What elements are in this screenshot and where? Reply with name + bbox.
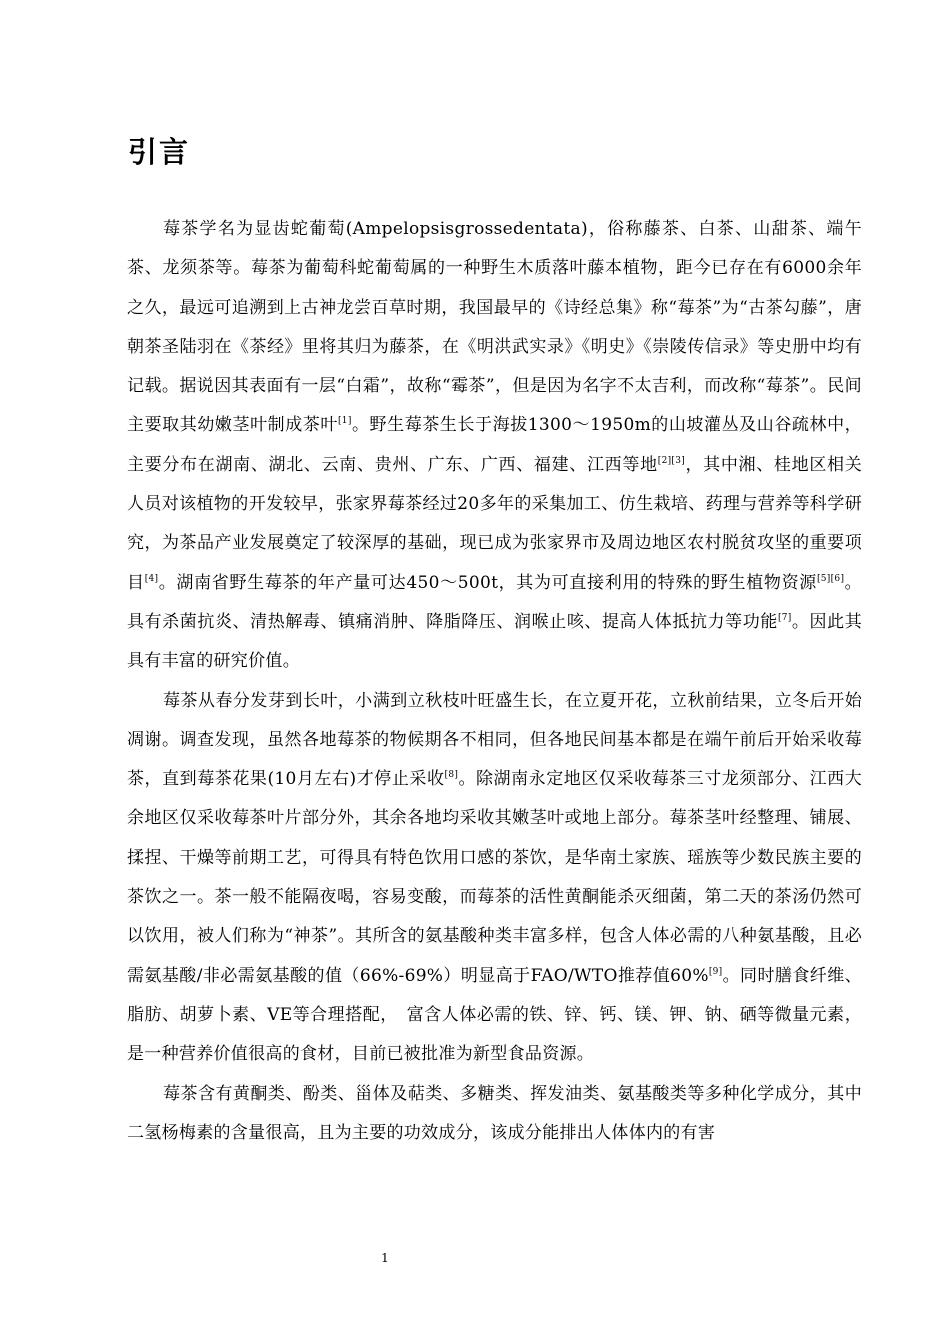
paragraph — [127, 682, 862, 1075]
paragraph — [127, 1075, 862, 1154]
paragraph — [127, 210, 862, 682]
paragraph-text: 。湖南省野生莓茶的年产量可达450～500t，其为可直接利用的特殊的野生植物资源 — [158, 572, 817, 593]
citation-ref: [8] — [444, 770, 459, 781]
paragraph-text: 莓茶从春分发芽到长叶，小满到立秋枝叶旺盛生长，在立夏开花，立秋前结果，立冬后开始凋谢。调查发现，虽然各地莓茶的物候期各不相同，但各地民间基本都是在端午前后开始采收莓茶，直到莓茶花果(10月左右)才停止采收 — [127, 690, 862, 790]
page-title: 引言 — [128, 135, 191, 169]
paragraph-text: 。野生莓茶生长于海拔1300～1950m的山坡灌丛及山谷疏林中，主要分布在湖南、湖北、云南、贵州、广东、广西、福建、江西等地 — [127, 415, 862, 475]
paragraph-text: ，其中湘、桂地区相关人员对该植物的开发较早，张家界莓茶经过20多年的采集加工、仿生栽培、药理与营养等科学研究，为茶品产业发展奠定了较深厚的基础，现已成为张家界市及周边地区农村脱贫攻坚的重要项目 — [127, 454, 862, 593]
paragraph-text: 。同时膳食纤维、脂肪、胡萝卜素、VE等合理搭配， 富含人体必需的铁、锌、钙、镁、钾、钠、硒等微量元素，是一种营养价值很高的食材，目前已被批准为新型食品资源。 — [127, 965, 862, 1065]
paragraph-text: 莓茶学名为显齿蛇葡萄(Ampelopsisgrossedentata)，俗称藤茶、白茶、山甜茶、端午茶、龙须茶等。莓茶为葡萄科蛇葡萄属的一种野生木质落叶藤本植物，距今已存在有6000余年之久，最远可追溯到上古神龙尝百草时期，我国最早的《诗经总集》称“莓茶”为“古茶勾藤”，唐朝茶圣陆羽在《茶经》里将其归为藤茶，在《明洪武实录》《明史》《崇陵传信录》等史册中均有记载。据说因其表面有一层“白霜”，故称“霉茶”，但是因为名字不太吉利，而改称“莓茶”。民间主要取其幼嫩茎叶制成茶叶 — [127, 219, 862, 436]
citation-ref: [4] — [144, 573, 159, 584]
paragraph-text: 。因此其具有丰富的研究价值。 — [127, 611, 862, 672]
page-number: 1 — [381, 1251, 389, 1265]
body-text — [127, 210, 862, 1153]
citation-ref: [2][3] — [657, 455, 686, 466]
paragraph-text: 。具有杀菌抗炎、清热解毒、镇痛消肿、降脂降压、润喉止咳、提高人体抵抗力等功能 — [127, 572, 862, 632]
citation-ref: [1] — [338, 416, 352, 427]
paragraph-text: 。除湖南永定地区仅采收莓茶三寸龙须部分、江西大余地区仅采收莓茶叶片部分外，其余各地均采收其嫩茎叶或地上部分。莓茶茎叶经整理、铺展、揉捏、干燥等前期工艺，可得具有特色饮用口感的茶饮，是华南土家族、瑶族等少数民族主要的茶饮之一。茶一般不能隔夜喝，容易变酸，而莓茶的活性黄酮能杀灭细菌，第二天的茶汤仍然可以饮用，被人们称为“神茶”。其所含的氨基酸种类丰富多样，包含人体必需的八种氨基酸，且必需氨基酸/非必需氨基酸的值（66%-69%）明显高于FAO/WTO推荐值60% — [127, 769, 862, 986]
citation-ref: [5][6] — [816, 573, 845, 584]
citation-ref: [9] — [708, 966, 723, 977]
citation-ref: [7] — [777, 612, 792, 623]
paragraph-text: 莓茶含有黄酮类、酚类、甾体及萜类、多糖类、挥发油类、氨基酸类等多种化学成分，其中二氢杨梅素的含量很高，且为主要的功效成分，该成分能排出人体体内的有害 — [127, 1083, 862, 1143]
